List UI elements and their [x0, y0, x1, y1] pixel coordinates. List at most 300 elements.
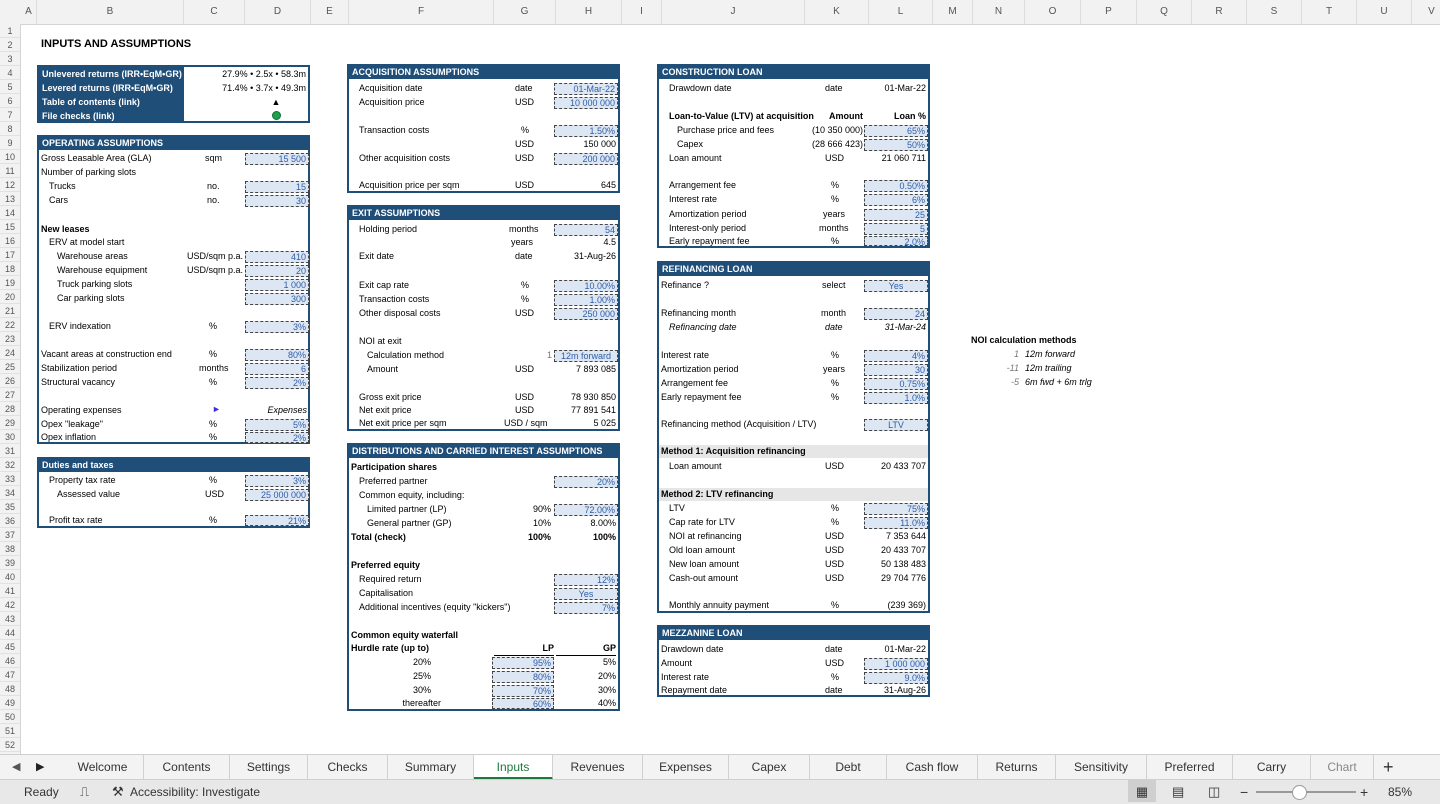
row-header[interactable]: 21 [0, 304, 20, 318]
leak-input[interactable]: 5% [245, 419, 309, 431]
acq-per-sqm-label: Acquisition price per sqm [359, 180, 460, 190]
row-header[interactable]: 36 [0, 514, 20, 528]
hurdle-lp-input[interactable]: 70% [492, 685, 554, 697]
tab-checks[interactable]: Checks [308, 755, 388, 780]
row-header[interactable]: 38 [0, 542, 20, 556]
wh-areas-input[interactable]: 410 [245, 251, 309, 263]
row-header[interactable]: 16 [0, 234, 20, 248]
unlevered-value: 27.9% • 2.5x • 58.3m [222, 69, 306, 79]
levered-label: Levered returns (IRR•EqM•GR) [42, 83, 173, 93]
column-header[interactable]: G [494, 0, 556, 24]
column-header[interactable]: U [1357, 0, 1412, 24]
stab-unit: months [199, 363, 229, 373]
row-header[interactable]: 32 [0, 458, 20, 472]
capitalisation-label: Capitalisation [359, 588, 414, 598]
cl-io-input[interactable]: 5 [864, 223, 928, 235]
tab-expenses[interactable]: Expenses [643, 755, 729, 780]
tab-inputs[interactable]: Inputs [474, 755, 553, 780]
refi-label: Refinance ? [661, 280, 710, 290]
tab-debt[interactable]: Debt [810, 755, 887, 780]
refi-select[interactable]: Yes [864, 280, 928, 292]
row-header[interactable]: 27 [0, 388, 20, 402]
scroll-left-icon[interactable]: ◀ [12, 761, 21, 773]
row-header[interactable]: 3 [0, 52, 20, 66]
m2-new-label: New loan amount [669, 559, 740, 569]
cl-int-input[interactable]: 6% [864, 194, 928, 206]
exit-box [347, 205, 620, 431]
column-header[interactable]: K [805, 0, 869, 24]
refi-unit: select [822, 280, 846, 290]
cl-amort-unit: years [823, 209, 846, 219]
toc-arrow-icon[interactable]: ▲ [271, 97, 281, 107]
calc-method-label: Calculation method [367, 350, 445, 360]
sheet-tab-bar [0, 754, 1440, 780]
exit-tx-unit: % [521, 294, 530, 304]
refi-month-unit: month [821, 308, 847, 318]
row-header[interactable]: 46 [0, 654, 20, 668]
row-header[interactable]: 1 [0, 24, 20, 38]
row-header[interactable]: 10 [0, 150, 20, 164]
prop-tax-unit: % [209, 475, 218, 485]
cl-amort-input[interactable]: 25 [864, 209, 928, 221]
tab-capex[interactable]: Capex [729, 755, 810, 780]
hurdle-lp-input[interactable]: 60% [492, 698, 554, 709]
annuity-value: (239 369) [887, 600, 926, 610]
column-header[interactable]: B [37, 0, 184, 24]
noi-method-label: 12m forward [1025, 349, 1076, 359]
trucks-unit: no. [207, 181, 220, 191]
refi-int-label: Interest rate [661, 350, 710, 360]
purchase-amount: (10 350 000) [811, 125, 863, 135]
construction-header: CONSTRUCTION LOAN [659, 66, 928, 79]
mz-amount-input[interactable]: 1 000 000 [864, 658, 928, 670]
column-header[interactable]: N [973, 0, 1025, 24]
annuity-unit: % [831, 600, 840, 610]
tab-preferred[interactable]: Preferred [1147, 755, 1233, 780]
row-header[interactable]: 4 [0, 66, 20, 80]
wh-equip-input[interactable]: 20 [245, 265, 309, 277]
acq-date-input[interactable]: 01-Mar-22 [554, 83, 618, 95]
scroll-right-icon[interactable]: ▶ [36, 761, 45, 773]
m1-loan-label: Loan amount [669, 461, 722, 471]
distributions-header: DISTRIBUTIONS AND CARRIED INTEREST ASSUMPTIONS [349, 445, 618, 458]
row-header[interactable]: 12 [0, 178, 20, 192]
common-equity-label: Common equity, including: [359, 490, 465, 500]
row-header[interactable]: 6 [0, 94, 20, 108]
refi-arr-input[interactable]: 0.75% [864, 378, 928, 390]
page-break-icon[interactable]: ◫ [1208, 784, 1221, 799]
truck-slots-input[interactable]: 1 000 [245, 279, 309, 291]
erv-label: ERV at model start [49, 237, 125, 247]
prop-tax-label: Property tax rate [49, 475, 116, 485]
opex-link-arrow-icon[interactable]: ► [212, 404, 221, 414]
m1-loan-unit: USD [825, 461, 845, 471]
years-unit: years [511, 237, 534, 247]
cl-early-unit: % [831, 236, 840, 246]
tab-chart[interactable]: Chart [1311, 755, 1374, 780]
status-bar [0, 779, 1440, 804]
cl-draw-value: 01-Mar-22 [884, 83, 926, 93]
net-sqm-label: Net exit price per sqm [359, 418, 447, 428]
acq-tx-input[interactable]: 1.50% [554, 125, 618, 137]
refi-arr-label: Arrangement fee [661, 378, 729, 388]
mezzanine-header: MEZZANINE LOAN [659, 627, 928, 640]
cl-io-unit: months [819, 223, 849, 233]
refi-early-input[interactable]: 1.0% [864, 392, 928, 404]
stab-input[interactable]: 6 [245, 363, 309, 375]
vacant-unit: % [209, 349, 218, 359]
zoom-out-icon[interactable]: − [1240, 784, 1249, 800]
normal-view-icon[interactable]: ▦ [1128, 780, 1156, 802]
assessed-label: Assessed value [57, 489, 121, 499]
acq-tx-usd-value: 150 000 [583, 139, 616, 149]
exit-cap-input[interactable]: 10.00% [554, 280, 618, 292]
m2-ltv-input[interactable]: 75% [864, 503, 928, 515]
column-header[interactable]: P [1081, 0, 1137, 24]
gp-label: General partner (GP) [367, 518, 452, 528]
column-header[interactable]: S [1247, 0, 1302, 24]
column-header[interactable]: L [869, 0, 933, 24]
m2-noi-value: 7 353 644 [885, 531, 926, 541]
cars-label: Cars [49, 195, 69, 205]
wh-areas-label: Warehouse areas [57, 251, 128, 261]
gross-exit-unit: USD [515, 392, 535, 402]
column-header[interactable]: T [1302, 0, 1357, 24]
tab-carry[interactable]: Carry [1233, 755, 1311, 780]
hurdle-gp-value: 30% [597, 685, 616, 695]
capex-amount: (28 666 423) [811, 139, 863, 149]
profit-tax-input[interactable]: 21% [245, 515, 309, 526]
trucks-input[interactable]: 15 [245, 181, 309, 193]
cl-draw-unit: date [825, 83, 843, 93]
m2-ltv-unit: % [831, 503, 840, 513]
tab-summary[interactable]: Summary [388, 755, 474, 780]
erv-idx-unit: % [209, 321, 218, 331]
hold-label: Holding period [359, 224, 418, 234]
kickers-input[interactable]: 7% [554, 602, 618, 614]
zoom-slider-handle[interactable] [1292, 785, 1307, 800]
exit-date-value: 31-Aug-26 [573, 251, 616, 261]
m2-new-value: 50 138 483 [880, 559, 926, 569]
row-header[interactable]: 50 [0, 710, 20, 724]
row-header[interactable]: 15 [0, 220, 20, 234]
row-header[interactable]: 9 [0, 136, 20, 150]
refi-date-unit: date [825, 322, 843, 332]
row-header[interactable]: 20 [0, 290, 20, 304]
erv-idx-label: ERV indexation [49, 321, 111, 331]
gla-label: Gross Leasable Area (GLA) [41, 153, 152, 163]
hold-input[interactable]: 54 [554, 224, 618, 236]
m2-cap-label: Cap rate for LTV [669, 517, 735, 527]
row-header[interactable]: 14 [0, 206, 20, 220]
duties-box [37, 457, 310, 528]
noi-method-label: 12m trailing [1025, 363, 1072, 373]
column-header[interactable]: F [349, 0, 494, 24]
waterfall-label: Common equity waterfall [351, 630, 459, 640]
tab-welcome[interactable]: Welcome [62, 755, 144, 780]
row-header[interactable]: 8 [0, 122, 20, 136]
row-header[interactable]: 51 [0, 724, 20, 738]
acq-date-label: Acquisition date [359, 83, 423, 93]
struct-input[interactable]: 2% [245, 377, 309, 389]
row-header[interactable]: 37 [0, 528, 20, 542]
hurdle-value: 30% [412, 685, 431, 695]
noi-amount-unit: USD [515, 364, 535, 374]
row-header[interactable]: 19 [0, 276, 20, 290]
acq-per-sqm-value: 645 [600, 180, 616, 190]
row-header[interactable]: 40 [0, 570, 20, 584]
exit-date-unit: date [515, 251, 533, 261]
cl-io-label: Interest-only period [669, 223, 747, 233]
row-header-bar [0, 24, 21, 754]
row-header[interactable]: 48 [0, 682, 20, 696]
row-header[interactable]: 35 [0, 500, 20, 514]
zoom-in-icon[interactable]: + [1360, 784, 1369, 800]
accessibility-icon[interactable]: ⚒ [112, 784, 124, 799]
years-value: 4.5 [603, 237, 616, 247]
refinancing-header: REFINANCING LOAN [659, 263, 928, 276]
calc-method-select[interactable]: 12m forward [554, 350, 618, 362]
hurdle-lp-input[interactable]: 80% [492, 671, 554, 683]
tab-settings[interactable]: Settings [230, 755, 308, 780]
row-header[interactable]: 5 [0, 80, 20, 94]
row-header[interactable]: 29 [0, 416, 20, 430]
acq-other-input[interactable]: 200 000 [554, 153, 618, 165]
row-header[interactable]: 34 [0, 486, 20, 500]
opex-label: Operating expenses [41, 405, 122, 415]
spreadsheet-grid[interactable] [21, 24, 1440, 754]
acq-price-input[interactable]: 10 000 000 [554, 97, 618, 109]
row-header[interactable]: 11 [0, 164, 20, 178]
hurdle-label: Hurdle rate (up to) [351, 643, 429, 653]
exit-tx-input[interactable]: 1.00% [554, 294, 618, 306]
tab-returns[interactable]: Returns [978, 755, 1056, 780]
total-value: 100% [592, 532, 616, 542]
m2-noi-label: NOI at refinancing [669, 531, 742, 541]
profit-tax-label: Profit tax rate [49, 515, 103, 525]
exit-date-label: Exit date [359, 251, 395, 261]
m2-noi-unit: USD [825, 531, 845, 541]
add-sheet-icon[interactable]: + [1383, 757, 1394, 777]
column-header[interactable]: A [21, 0, 37, 24]
row-header[interactable]: 7 [0, 108, 20, 122]
row-header[interactable]: 18 [0, 262, 20, 276]
refi-amort-unit: years [823, 364, 846, 374]
hurdle-value: 25% [412, 671, 431, 681]
mz-repay-value: 31-Aug-26 [883, 685, 926, 695]
cl-int-unit: % [831, 194, 840, 204]
capex-input[interactable]: 50% [864, 139, 928, 151]
tab-revenues[interactable]: Revenues [553, 755, 643, 780]
tab-cash-flow[interactable]: Cash flow [887, 755, 978, 780]
duties-header: Duties and taxes [39, 459, 308, 472]
cl-arr-input[interactable]: 0.50% [864, 180, 928, 192]
infl-input[interactable]: 2% [245, 432, 309, 443]
vacant-input[interactable]: 80% [245, 349, 309, 361]
row-header[interactable]: 44 [0, 626, 20, 640]
req-return-label: Required return [359, 574, 422, 584]
column-header[interactable]: I [622, 0, 662, 24]
refi-method-select[interactable]: LTV [864, 419, 928, 431]
prop-tax-input[interactable]: 3% [245, 475, 309, 487]
row-header[interactable]: 25 [0, 360, 20, 374]
m2-old-value: 20 433 707 [880, 545, 926, 555]
operating-header: OPERATING ASSUMPTIONS [39, 137, 308, 150]
acq-other-unit: USD [515, 153, 535, 163]
hurdle-gp-value: 40% [597, 698, 616, 708]
cl-loan-unit: USD [825, 153, 845, 163]
acquisition-header: ACQUISITION ASSUMPTIONS [349, 66, 618, 79]
status-ready: Ready [24, 785, 59, 799]
column-header[interactable]: J [662, 0, 805, 24]
toc-link[interactable]: Table of contents (link) [42, 97, 140, 107]
truck-slots-label: Truck parking slots [57, 279, 133, 289]
refi-date-value: 31-Mar-24 [884, 322, 926, 332]
disp-label: Other disposal costs [359, 308, 441, 318]
page-layout-icon[interactable]: ▤ [1172, 784, 1185, 799]
net-exit-value: 77 891 541 [570, 405, 616, 415]
column-header[interactable]: R [1192, 0, 1247, 24]
acq-tx-label: Transaction costs [359, 125, 430, 135]
refi-amort-input[interactable]: 30 [864, 364, 928, 376]
column-header[interactable]: O [1025, 0, 1081, 24]
car-slots-input[interactable]: 300 [245, 293, 309, 305]
total-check-label: Total (check) [351, 532, 406, 542]
row-header[interactable]: 28 [0, 402, 20, 416]
m2-cash-unit: USD [825, 573, 845, 583]
mz-draw-value: 01-Mar-22 [884, 644, 926, 654]
distributions-box [347, 443, 620, 711]
mz-draw-unit: date [825, 644, 843, 654]
car-slots-label: Car parking slots [57, 293, 125, 303]
accessibility-status[interactable]: Accessibility: Investigate [130, 785, 261, 799]
row-header[interactable]: 26 [0, 374, 20, 388]
row-header[interactable]: 22 [0, 318, 20, 332]
hurdle-gp-value: 20% [597, 671, 616, 681]
noi-methods-title: NOI calculation methods [971, 335, 1077, 345]
total-pct: 100% [527, 532, 551, 542]
operating-box [37, 135, 310, 444]
m2-cash-label: Cash-out amount [669, 573, 739, 583]
refi-date-label: Refinancing date [669, 322, 737, 332]
zoom-level[interactable]: 85% [1388, 785, 1413, 799]
net-sqm-value: 5 025 [593, 418, 616, 428]
macro-record-icon[interactable]: ⎍ [80, 784, 90, 799]
acq-tx-unit: % [521, 125, 530, 135]
acq-per-sqm-unit: USD [515, 180, 535, 190]
refi-month-input[interactable]: 24 [864, 308, 928, 320]
mz-draw-label: Drawdown date [661, 644, 724, 654]
file-checks-link[interactable]: File checks (link) [42, 111, 115, 121]
check-status-icon[interactable] [272, 111, 281, 120]
gla-input[interactable]: 15 500 [245, 153, 309, 165]
erv-idx-input[interactable]: 3% [245, 321, 309, 333]
cl-arr-label: Arrangement fee [669, 180, 737, 190]
hurdle-value: 20% [412, 657, 431, 667]
ltv-pct-header: Loan % [893, 111, 926, 121]
gp-value: 8.00% [590, 518, 616, 528]
lp-pct: 90% [532, 504, 551, 514]
disp-input[interactable]: 250 000 [554, 308, 618, 320]
exit-cap-unit: % [521, 280, 530, 290]
opex-link[interactable]: Expenses [267, 405, 307, 415]
column-header[interactable]: H [556, 0, 622, 24]
ltv-label: Loan-to-Value (LTV) at acquisition [669, 111, 814, 121]
row-header[interactable]: 43 [0, 612, 20, 626]
column-header[interactable]: Q [1137, 0, 1192, 24]
lp-input[interactable]: 72.00% [554, 504, 618, 516]
mz-int-input[interactable]: 9.0% [864, 672, 928, 684]
annuity-label: Monthly annuity payment [669, 600, 770, 610]
row-header[interactable]: 23 [0, 332, 20, 346]
purchase-input[interactable]: 65% [864, 125, 928, 137]
refi-int-input[interactable]: 4% [864, 350, 928, 362]
tab-contents[interactable]: Contents [144, 755, 230, 780]
column-header[interactable]: M [933, 0, 973, 24]
row-header[interactable]: 41 [0, 584, 20, 598]
column-header[interactable]: C [184, 0, 245, 24]
cars-input[interactable]: 30 [245, 195, 309, 207]
infl-unit: % [209, 432, 218, 442]
gla-unit: sqm [205, 153, 223, 163]
req-return-input[interactable]: 12% [554, 574, 618, 586]
hurdle-lp-input[interactable]: 95% [492, 657, 554, 669]
m2-cap-input[interactable]: 11.0% [864, 517, 928, 529]
row-header[interactable]: 2 [0, 38, 20, 52]
row-header[interactable]: 47 [0, 668, 20, 682]
cl-amort-label: Amortization period [669, 209, 747, 219]
acq-date-unit: date [515, 83, 533, 93]
row-header[interactable]: 17 [0, 248, 20, 262]
row-header[interactable]: 52 [0, 738, 20, 752]
lp-col-header: LP [494, 642, 554, 656]
column-header[interactable]: V [1412, 0, 1440, 24]
row-header[interactable]: 39 [0, 556, 20, 570]
method1-label: Method 1: Acquisition refinancing [661, 446, 806, 456]
acq-price-unit: USD [515, 97, 535, 107]
row-header[interactable]: 42 [0, 598, 20, 612]
noi-method-num: -5 [1010, 377, 1019, 387]
leak-label: Opex "leakage" [41, 419, 103, 429]
row-header[interactable]: 49 [0, 696, 20, 710]
row-header[interactable]: 24 [0, 346, 20, 360]
capitalisation-select[interactable]: Yes [554, 588, 618, 600]
pref-partner-label: Preferred partner [359, 476, 428, 486]
exit-header: EXIT ASSUMPTIONS [349, 207, 618, 220]
row-header[interactable]: 30 [0, 430, 20, 444]
cl-early-input[interactable]: 2.0% [864, 236, 928, 246]
gp-col-header: GP [556, 642, 616, 656]
net-exit-unit: USD [515, 405, 535, 415]
exit-cap-label: Exit cap rate [359, 280, 410, 290]
column-header[interactable]: E [311, 0, 349, 24]
assessed-input[interactable]: 25 000 000 [245, 489, 309, 501]
row-header[interactable]: 13 [0, 192, 20, 206]
row-header[interactable]: 31 [0, 444, 20, 458]
column-header[interactable]: D [245, 0, 311, 24]
m2-cap-unit: % [831, 517, 840, 527]
hurdle-value: thereafter [402, 698, 441, 708]
tab-sensitivity[interactable]: Sensitivity [1056, 755, 1147, 780]
row-header[interactable]: 45 [0, 640, 20, 654]
ltv-amount-header: Amount [829, 111, 863, 121]
acq-other-label: Other acquisition costs [359, 153, 451, 163]
pref-partner-input[interactable]: 20% [554, 476, 618, 488]
leak-unit: % [209, 419, 218, 429]
refi-amort-label: Amortization period [661, 364, 739, 374]
struct-label: Structural vacancy [41, 377, 116, 387]
row-header[interactable]: 33 [0, 472, 20, 486]
